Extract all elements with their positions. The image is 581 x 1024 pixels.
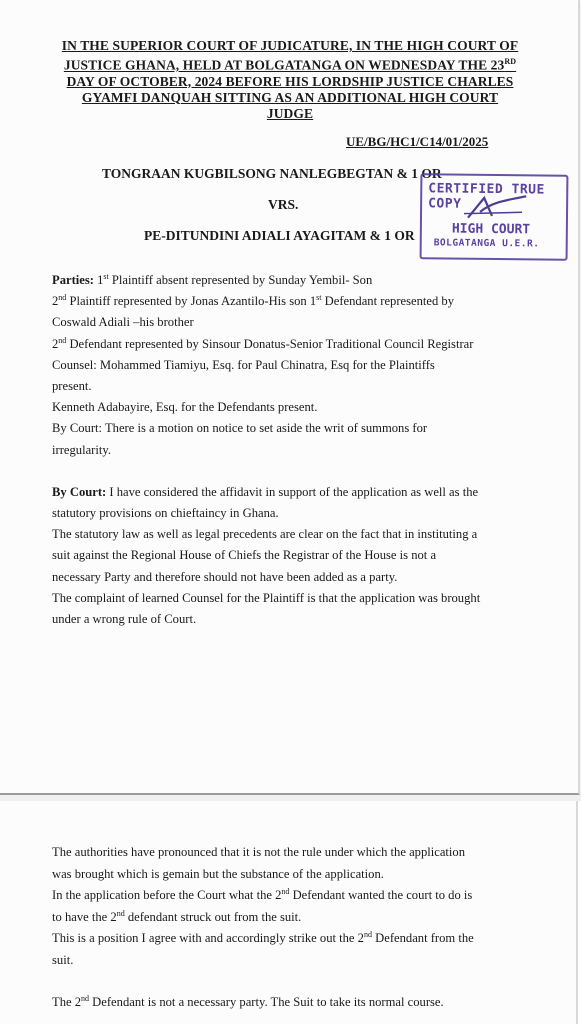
text-run: Defendant represented by: [321, 294, 455, 309]
plaintiff-caption: TONGRAAN KUGBILSONG NANLEGBEGTAN & 1 OR: [102, 166, 442, 181]
proceedings-text: [52, 270, 532, 630]
paragraph-line: [52, 907, 532, 929]
text-run: 1: [97, 273, 104, 287]
text-run: In the application before the Court what the 2: [52, 888, 282, 902]
paragraph-line: [52, 885, 532, 907]
paragraph-line: Kenneth Adabayire, Esq. for the Defendants present.: [52, 400, 318, 415]
ordinal-sup: nd: [58, 293, 67, 303]
ordinal-sup: st: [103, 271, 109, 281]
ruling-text: [52, 842, 532, 1014]
heading-line: IN THE SUPERIOR COURT OF JUDICATURE, IN THE HIGH COURT OF: [61, 38, 519, 53]
paragraph-line: [52, 482, 532, 503]
text-run: Defendant wanted the court to do is: [289, 888, 473, 902]
paragraph-line: Counsel: Mohammed Tiamiyu, Esq. for Paul Chinatra, Esq for the Plaintiffs: [52, 357, 435, 372]
paragraph-line: necessary Party and therefore should not have been added as a party.: [52, 569, 398, 584]
paragraph-line: present.: [52, 379, 92, 394]
heading-line: GYAMFI DANQUAH SITTING AS AN ADDITIONAL HIGH COURT: [81, 89, 499, 105]
heading-sup: RD: [504, 57, 517, 66]
stamp-line: CERTIFIED TRUE COPY: [428, 181, 545, 212]
heading-line: [40, 54, 540, 74]
stamp-line: HIGH COURT: [451, 221, 531, 238]
paragraph-line: irregularity.: [52, 442, 111, 457]
paragraph-line: [52, 334, 532, 355]
paragraph-line: statutory provisions on chieftaincy in Ghana.: [52, 506, 279, 521]
ordinal-sup: st: [316, 293, 322, 303]
paragraph-line: [52, 928, 532, 950]
text-run: Defendant represented by Sinsour Donatus-Senior Traditional Council Registrar: [66, 336, 474, 351]
text-run: 2: [52, 336, 59, 351]
signature-mark: [462, 190, 532, 225]
ordinal-sup: nd: [281, 886, 290, 896]
ordinal-sup: nd: [116, 908, 125, 918]
court-heading: [40, 38, 540, 122]
heading-line: DAY OF OCTOBER, 2024 BEFORE HIS LORDSHIP JUSTICE CHARLES: [66, 73, 514, 89]
paragraph-line: suit.: [52, 952, 74, 967]
paragraph-line: [52, 270, 532, 291]
paragraph-line: was brought which is gemain but the substance of the application.: [52, 866, 384, 881]
paragraph-line: under a wrong rule of Court.: [52, 612, 197, 627]
ordinal-sup: nd: [58, 335, 67, 345]
ordinal-sup: nd: [81, 993, 90, 1003]
text-run: Plaintiff represented by Jonas Azantilo-His son 1: [66, 294, 317, 309]
paragraph-line: Coswald Adiali –his brother: [52, 315, 194, 330]
text-run: Defendant from the: [371, 931, 474, 945]
defendant-caption: PE-DITUNDINI ADIALI AYAGITAM & 1 OR: [144, 228, 415, 243]
text-run: Plaintiff absent represented by Sunday Yembil- Son: [108, 273, 373, 287]
stamp-line: BOLGATANGA U.E.R.: [433, 237, 540, 250]
paragraph-line: The authorities have pronounced that it is not the rule under which the application: [52, 845, 466, 859]
text-run: I have considered the affidavit in support of the application as well as the: [106, 484, 479, 499]
text-run: This is a position I agree with and accordingly strike out the 2: [52, 931, 364, 945]
paragraph-line: The statutory law as well as legal precedents are clear on the fact that in instituting a: [52, 527, 478, 542]
heading-text: JUSTICE GHANA, HELD AT BOLGATANGA ON WEDNESDAY THE 23: [63, 57, 505, 73]
by-court-label: By Court:: [52, 484, 107, 499]
certified-true-copy-stamp: [420, 173, 569, 261]
text-run: 2: [52, 294, 59, 309]
text-run: to have the 2: [52, 909, 117, 924]
text-run: Defendant is not a necessary party. The Suit to take its normal course.: [89, 995, 444, 1009]
paragraph-line: suit against the Regional House of Chiefs the Registrar of the House is not a: [52, 548, 437, 563]
suit-number: UE/BG/HC1/C14/01/2025: [346, 134, 489, 149]
paragraph-line: By Court: There is a motion on notice to set aside the writ of summons for: [52, 421, 428, 436]
paragraph-line: The complaint of learned Counsel for the Plaintiff is that the application was brought: [52, 590, 481, 605]
versus-caption: VRS.: [268, 197, 299, 212]
paragraph-line: [52, 291, 532, 312]
heading-line: JUDGE: [266, 105, 314, 121]
ordinal-sup: nd: [363, 929, 372, 939]
text-run: The 2: [52, 995, 82, 1009]
paragraph-line: [52, 992, 532, 1014]
text-run: defendant struck out from the suit.: [124, 909, 302, 924]
parties-label: Parties:: [52, 273, 94, 287]
